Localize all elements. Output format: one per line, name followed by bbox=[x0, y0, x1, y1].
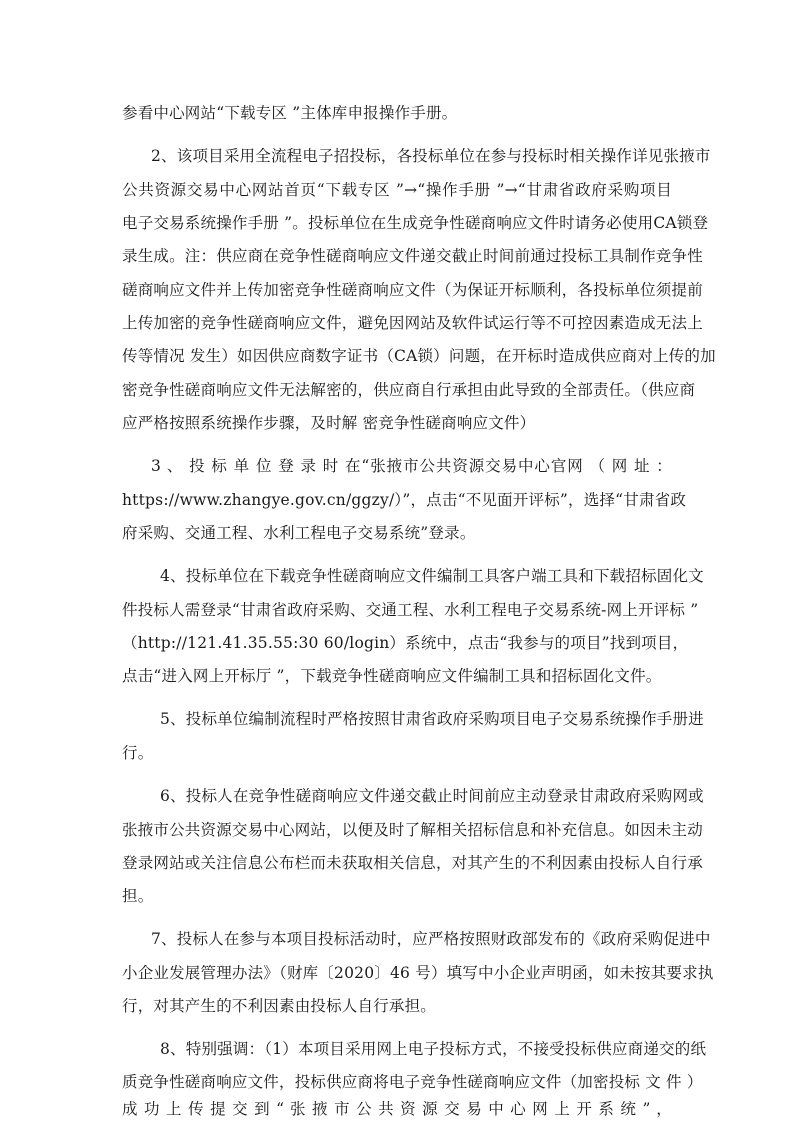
text-line: 小企业发展管理办法》（财库〔2020〕46 号）填写中小企业声明函，如未按其要求执 bbox=[122, 964, 714, 982]
text-line: 3 、 投 标 单 位 登 录 时 在“张掖市公共资源交易中心官网 （ 网 址 ： bbox=[151, 457, 672, 475]
text-line: https://www.zhangye.gov.cn/ggzy/）”，点击“不见面开评标”，选择“甘肃省政 bbox=[122, 491, 687, 509]
text-line: （http://121.41.35.55:30 60/login）系统中，点击“我参与的项目”找到项目， bbox=[122, 634, 689, 652]
text-line: 登录网站或关注信息公布栏而未获取相关信息，对其产生的不利因素由投标人自行承 bbox=[122, 854, 703, 872]
text-line: 参看中心网站“下载专区 ”主体库申报操作手册。 bbox=[122, 104, 458, 122]
text-line: 件投标人需登录“甘肃省政府采购、交通工程、水利工程电子交易系统-网上开评标 ” bbox=[122, 601, 699, 619]
text-line: 电子交易系统操作手册 ”。投标单位在生成竞争性磋商响应文件时请务必使用CA锁登 bbox=[122, 214, 709, 232]
text-line: 5、投标单位编制流程时严格按照甘肃省政府采购项目电子交易系统操作手册进 bbox=[160, 710, 704, 728]
text-line: 磋商响应文件并上传加密竞争性磋商响应文件（为保证开标顺利，各投标单位须提前 bbox=[122, 281, 703, 299]
text-line: 录生成。注：供应商在竞争性磋商响应文件递交截止时间前通过投标工具制作竞争性 bbox=[122, 247, 703, 265]
text-line: 4、投标单位在下载竞争性磋商响应文件编制工具客户端工具和下载招标固化文 bbox=[160, 567, 704, 585]
text-line: 2、该项目采用全流程电子招投标，各投标单位在参与投标时相关操作详见张掖市 bbox=[151, 147, 711, 165]
text-line: 质竞争性磋商响应文件，投标供应商将电子竞争性磋商响应文件（加密投标 文 件 ） bbox=[122, 1073, 703, 1091]
text-line: 行。 bbox=[122, 744, 154, 762]
text-line: 成 功 上 传 提 交 到 “ 张 掖 市 公 共 资 源 交 易 中 心 网 上 开 系 统 ” ， bbox=[122, 1100, 672, 1118]
text-line: 公共资源交易中心网站首页“下载专区 ”→“操作手册 ”→“甘肃省政府采购项目 bbox=[122, 181, 672, 199]
text-line: 7、投标人在参与本项目投标活动时，应严格按照财政部发布的《政府采购促进中 bbox=[151, 930, 711, 948]
text-line: 张掖市公共资源交易中心网站，以便及时了解相关招标信息和补充信息。如因未主动 bbox=[122, 821, 703, 839]
text-line: 密竞争性磋商响应文件无法解密的，供应商自行承担由此导致的全部责任。（供应商 bbox=[122, 381, 696, 399]
text-line: 担。 bbox=[122, 887, 154, 905]
text-line: 传等情况 发生）如因供应商数字证书（CA锁）问题，在开标时造成供应商对上传的加 bbox=[122, 347, 716, 365]
text-line: 上传加密的竞争性磋商响应文件，避免因网站及软件试运行等不可控因素造成无法上 bbox=[122, 314, 703, 332]
text-line: 行，对其产生的不利因素由投标人自行承担。 bbox=[122, 997, 437, 1015]
text-line: 点击“进入网上开标厅 ”，下载竞争性磋商响应文件编制工具和招标固化文件。 bbox=[122, 667, 662, 685]
text-line: 应严格按照系统操作步骤，及时解 密竞争性磋商响应文件） bbox=[122, 414, 536, 432]
text-line: 6、投标人在竞争性磋商响应文件递交截止时间前应主动登录甘肃政府采购网或 bbox=[160, 787, 704, 805]
text-line: 府采购、交通工程、水利工程电子交易系统”登录。 bbox=[122, 524, 476, 542]
text-line: 8、特别强调：（1）本项目采用网上电子投标方式，不接受投标供应商递交的纸 bbox=[160, 1040, 707, 1058]
